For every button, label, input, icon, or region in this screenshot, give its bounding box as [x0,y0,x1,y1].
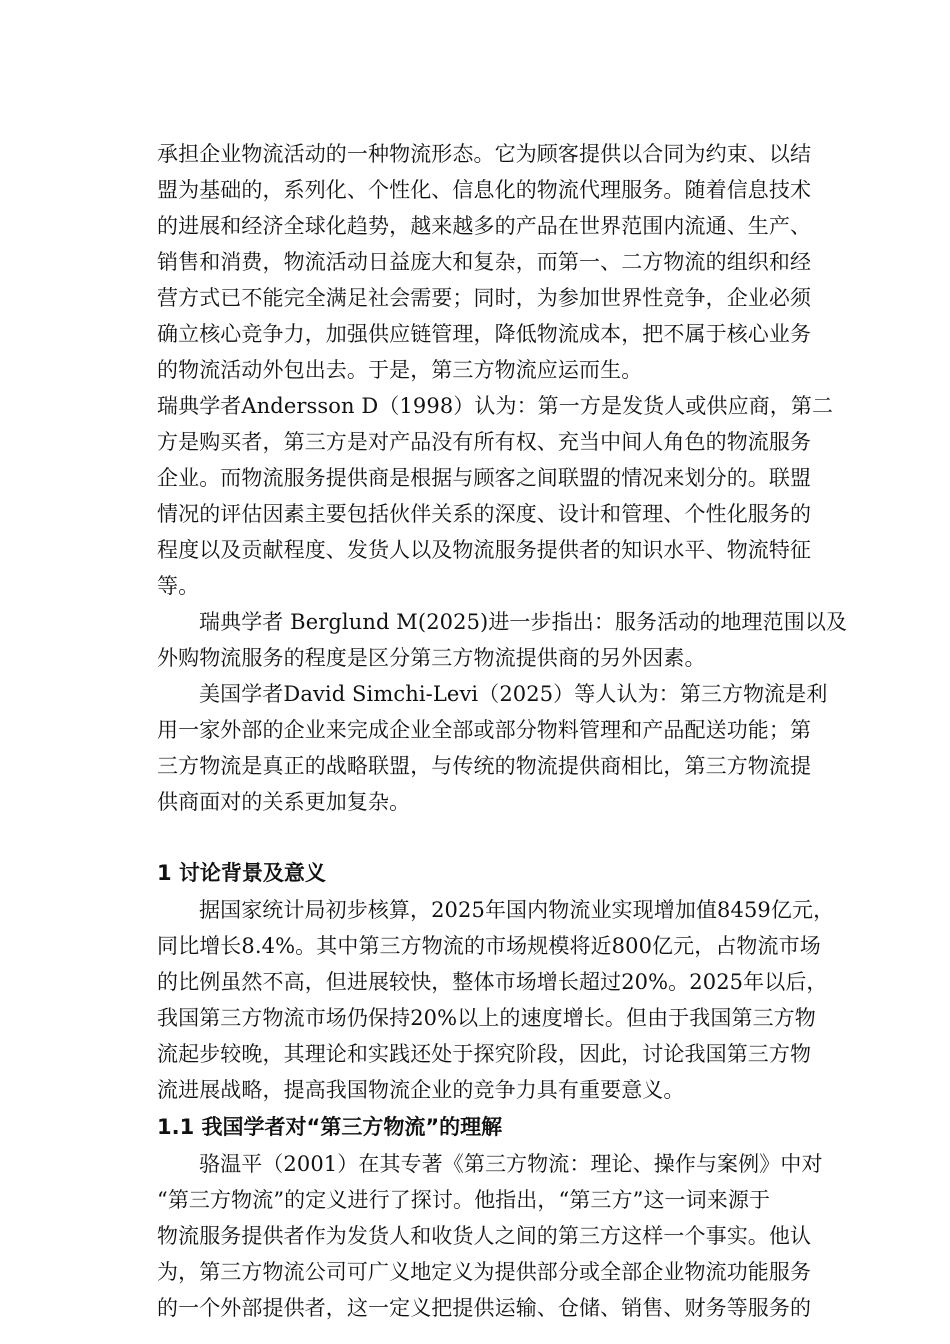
text-line: 流进展战略，提高我国物流企业的竞争力具有重要意义。 [157,1078,685,1102]
document-page [157,136,852,1326]
text-line: 企业。而物流服务提供商是根据与顾客之间联盟的情况来划分的。联盟 [157,466,812,490]
text-line: 瑞典学者Andersson D（1998）认为：第一方是发货人或供应商，第二 [157,394,834,418]
section-heading-1: 1 讨论背景及意义 [157,861,326,885]
text-line: 骆温平（2001）在其专著《第三方物流：理论、操作与案例》中对 [199,1152,823,1176]
section-spacer [157,820,852,854]
text-line: 外购物流服务的程度是区分第三方物流提供商的另外因素。 [157,646,706,670]
paragraph-background [157,892,852,1108]
text-line: 的物流活动外包出去。于是，第三方物流应运而生。 [157,358,643,382]
text-line: 确立核心竞争力，加强供应链管理，降低物流成本，把不属于核心业务 [157,322,812,346]
text-line: 承担企业物流活动的一种物流形态。它为顾客提供以合同为约束、以结 [157,142,812,166]
text-line: 用一家外部的企业来完成企业全部或部分物料管理和产品配送功能；第 [157,718,812,742]
paragraph-definition-continued [157,136,852,388]
paragraph-andersson [157,388,852,604]
text-line: 同比增长8.4%。其中第三方物流的市场规模将近800亿元，占物流市场 [157,934,821,958]
text-line: 的进展和经济全球化趋势，越来越多的产品在世界范围内流通、生产、 [157,214,812,238]
text-line: 情况的评估因素主要包括伙伴关系的深度、设计和管理、个性化服务的 [157,502,812,526]
section-heading-1-1: 1.1 我国学者对“第三方物流”的理解 [157,1115,503,1139]
text-line: 流起步较晚，其理论和实践还处于探究阶段，因此，讨论我国第三方物 [157,1042,812,1066]
paragraph-luo-wenping [157,1146,852,1326]
paragraph-simchi-levi [157,676,852,820]
paragraph-berglund [157,604,852,676]
text-line: 物流服务提供者作为发货人和收货人之间的第三方这样一个事实。他认 [157,1224,812,1248]
text-line: 程度以及贡献程度、发货人以及物流服务提供者的知识水平、物流特征 [157,538,812,562]
text-line: 销售和消费，物流活动日益庞大和复杂，而第一、二方物流的组织和经 [157,250,812,274]
text-line: 方是购买者，第三方是对产品没有所有权、充当中间人角色的物流服务 [157,430,812,454]
text-line: 三方物流是真正的战略联盟，与传统的物流提供商相比，第三方物流提 [157,754,812,778]
text-line: 盟为基础的，系列化、个性化、信息化的物流代理服务。随着信息技术 [157,178,812,202]
text-line: 的一个外部提供者，这一定义把提供运输、仓储、销售、财务等服务的 [157,1296,812,1320]
text-line: 供商面对的关系更加复杂。 [157,790,411,814]
text-line: 营方式已不能完全满足社会需要；同时，为参加世界性竞争，企业必须 [157,286,812,310]
text-line: 我国第三方物流市场仍保持20%以上的速度增长。但由于我国第三方物 [157,1006,816,1030]
text-line: 的比例虽然不高，但进展较快，整体市场增长超过20%。2025年以后， [157,970,828,994]
text-line: 瑞典学者 Berglund M(2025)进一步指出：服务活动的地理范围以及 [199,610,848,634]
text-line: 等。 [157,574,200,598]
text-line: 美国学者David Simchi-Levi（2025）等人认为：第三方物流是利 [199,682,828,706]
text-line: 据国家统计局初步核算，2025年国内物流业实现增加值8459亿元， [199,898,835,922]
text-line: 为，第三方物流公司可广义地定义为提供部分或全部企业物流功能服务 [157,1260,812,1284]
text-line: “第三方物流”的定义进行了探讨。他指出，“第三方”这一词来源于 [157,1188,771,1212]
